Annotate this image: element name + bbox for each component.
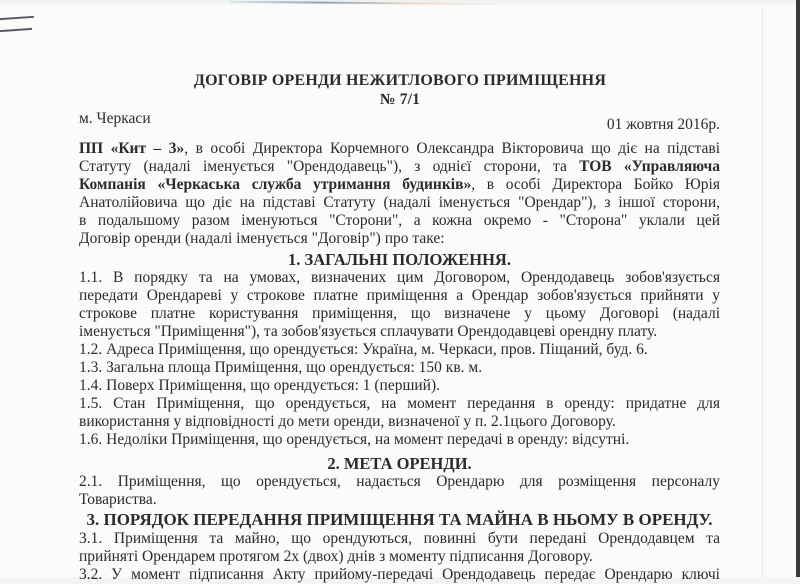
staple-mark [0, 28, 32, 32]
preamble-line-3: Компанія «Черкаська служба утримання будинків», в особі Директора Бойко Юрія [79, 176, 720, 193]
section-2-heading: 2. МЕТА ОРЕНДИ. [327, 454, 472, 473]
party2-name-part: Компанія «Черкаська служба утримання будинків» [79, 176, 472, 193]
section-3-line: 3.2. У момент підписання Акту прийому-передачі Орендодавець передає Орендарю ключі [79, 566, 720, 583]
preamble-line-1: ПП «Кит – 3», в особі Директора Корчемного Олександра Вікторовича що діє на підставі [79, 140, 720, 157]
document-number: № 7/1 [379, 91, 421, 108]
preamble-line-2: Статуту (надалі іменується "Орендодавець"), з однієї сторони, та ТОВ «Управляюча [79, 158, 720, 175]
preamble-line-5: в подальшому разом іменуються "Сторони", а кожна окремо - "Сторона" уклали цей [79, 212, 720, 229]
section-3-line: прийняті Орендарем протягом 2х (двох) днів з моменту підписання Договору. [79, 548, 593, 565]
staple-mark [0, 16, 34, 20]
section-1-line: 1.3. Загальна площа Приміщення, що орендується: 150 кв. м. [79, 359, 483, 376]
section-3-line: 3.1. Приміщення та майно, що орендуються, повинні бути передані Орендодавцем та [79, 530, 720, 547]
section-2-line: Товариства. [79, 491, 157, 508]
section-1-heading: 1. ЗАГАЛЬНІ ПОЛОЖЕННЯ. [288, 250, 511, 269]
document-title: ДОГОВІР ОРЕНДИ НЕЖИТЛОВОГО ПРИМІЩЕННЯ [193, 72, 607, 89]
party1-name: ПП «Кит – 3» [79, 140, 185, 157]
party2-name-part: ТОВ «Управляюча [579, 158, 720, 175]
document-date: 01 жовтня 2016р. [606, 116, 720, 133]
preamble-line-4: Анатолійовича що діє на підставі Статуту (надалі іменується "Орендар"), з іншої сторони, [79, 194, 720, 211]
section-1-line: 1.6. Недоліки Приміщення, що орендується, на момент передачі в оренду: відсутні. [79, 431, 630, 448]
section-1-line: 1.5. Стан Приміщення, що орендується, на момент передання в оренду: придатне для [79, 395, 720, 412]
preamble-line-6: Договір оренди (надалі іменується "Договір") про таке: [79, 230, 445, 247]
section-1-line: 1.4. Поверх Приміщення, що орендується: 1 (перший). [79, 377, 441, 394]
section-3-heading: 3. ПОРЯДОК ПЕРЕДАННЯ ПРИМІЩЕННЯ ТА МАЙНА В НЬОМУ В ОРЕНДУ. [86, 510, 713, 529]
section-1-line: використання у відповідності до мети оренди, визначеної у п. 2.1цього Договору. [79, 413, 616, 430]
section-2-line: 2.1. Приміщення, що орендується, надається Орендарю для розміщення персоналу [79, 473, 720, 490]
section-1-line: передати Орендареві у строкове платне приміщення а Орендар зобов'язується прийняти у [79, 287, 720, 304]
section-1-line: іменується "Приміщення"), та зобов'язується сплачувати Орендодавцеві орендну плату. [79, 323, 658, 340]
section-1-line: 1.2. Адреса Приміщення, що орендується: Україна, м. Черкаси, пров. Піщаний, буд. 6. [79, 341, 648, 358]
section-1-line: 1.1. В порядку та на умовах, визначених цим Договором, Орендодавець зобов'язується [79, 269, 720, 286]
city: м. Черкаси [79, 110, 151, 127]
section-1-line: строкове платне користування приміщення, що визначене у цьому Договорі (надалі [79, 305, 720, 322]
